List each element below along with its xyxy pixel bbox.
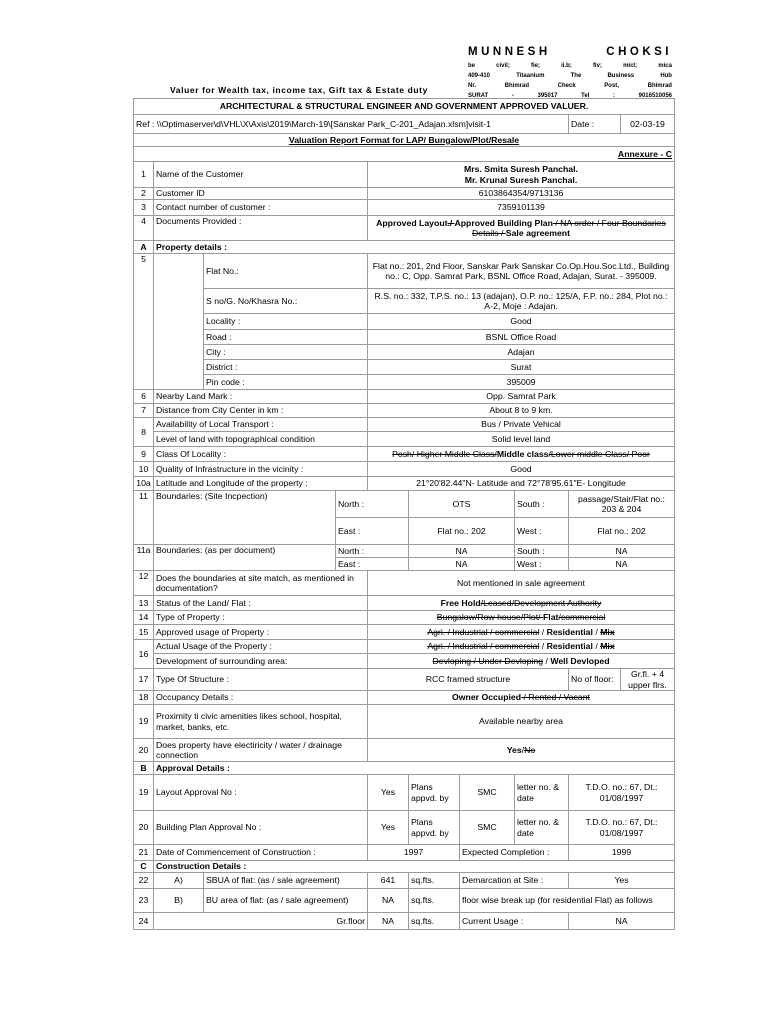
unit-label: sq.fts. (409, 913, 460, 930)
south-value: NA (569, 545, 675, 558)
row-c24 (134, 913, 675, 930)
building-approval-value: T.D.O. no.: 67, Dt.: 01/08/1997 (569, 811, 675, 845)
row-1 (134, 162, 675, 188)
section-title: Property details : (154, 241, 675, 254)
structure-value: RCC framed structure (368, 669, 569, 691)
field-label: Class Of Locality : (154, 447, 368, 462)
field-label: S no/G. No/Khasra No.: (204, 289, 368, 314)
row-number: 6 (134, 390, 154, 404)
field-label: Development of surrounding area: (154, 654, 368, 669)
row-8b (134, 432, 675, 447)
field-label: Actual Usage of the Property : (154, 640, 368, 654)
field-label: Gr.floor (154, 913, 368, 930)
conn-opt: No (524, 744, 536, 755)
row-number: 19 (134, 705, 154, 739)
row-c22 (134, 873, 675, 889)
class-opt: Middle class (496, 448, 549, 459)
row-number: 7 (134, 404, 154, 418)
row-10a (134, 477, 675, 491)
letterhead-address-line-2 (468, 81, 672, 91)
row-number: 3 (134, 200, 154, 216)
field-label: Does property have electiricity / water / drainage connection (154, 739, 368, 762)
current-usage-label: Current Usage : (460, 913, 569, 930)
approval-yes: Yes (368, 775, 409, 811)
usage-opt: / (592, 626, 601, 637)
banner: ARCHITECTURAL & STRUCTURAL ENGINEER AND GOVERNMENT APPROVED VALUER. (134, 99, 675, 115)
occ-opt: Owner Occupied (452, 692, 522, 703)
row-number: 18 (134, 691, 154, 705)
row-number: 1 (134, 162, 154, 188)
row-number: 23 (134, 889, 154, 913)
addr-word: Hub (660, 73, 672, 79)
addr-word: Bhimrad (504, 83, 529, 89)
south-label: South : (515, 545, 569, 558)
west-label: West : (515, 518, 569, 545)
addr-word: Bhimrad (647, 83, 672, 89)
field-label: Flat No.: (204, 254, 368, 289)
row-16a (134, 640, 675, 654)
field-label: Approved usage of Property : (154, 625, 368, 640)
sub-label: B) (154, 889, 204, 913)
west-label: West : (515, 558, 569, 571)
row-number: 10 (134, 462, 154, 477)
field-label: Boundaries: (as per document) (154, 545, 336, 571)
addr-word: 395017 (537, 93, 558, 99)
authority-value: SMC (460, 811, 515, 845)
annexure-label: Annexure - C (134, 147, 675, 162)
plans-label: Plans appvd. by (409, 811, 460, 845)
doc-opt: Approved Layout (376, 217, 448, 228)
qual-item: micl; (623, 63, 638, 69)
east-label: East : (336, 518, 409, 545)
row-5-city (134, 345, 675, 360)
row-14 (134, 611, 675, 625)
title-row (134, 134, 675, 147)
field-label: Type of Property : (154, 611, 368, 625)
east-value: Flat no.: 202 (409, 518, 515, 545)
section-c-row (134, 861, 675, 873)
amenities-value: Available nearby area (368, 705, 675, 739)
east-label: East : (336, 558, 409, 571)
city-value: Adajan (368, 345, 675, 360)
row-b19 (134, 775, 675, 811)
dev-opt: Devloping / Under Devloping (432, 655, 544, 666)
infrastructure-value: Good (368, 462, 675, 477)
customer-names (368, 162, 675, 188)
row-number: 19 (134, 775, 154, 811)
field-label: Does the boundaries at site match, as mentioned in documentation? (154, 571, 368, 596)
qual-item: mica (658, 63, 672, 69)
row-number: 17 (134, 669, 154, 691)
conn-opt: / (521, 744, 525, 755)
banner-row (134, 99, 675, 115)
usage-opt: Mix (600, 641, 615, 652)
field-label: BU area of flat: (as / sale agreement) (204, 889, 368, 913)
flat-no-value: Flat no.: 201, 2nd Floor, Sanskar Park Sanskar Co.Op.Hou.Soc.Ltd., Building no.: C, Opp. Samrat Park, BSNL Office Road, Adajan, Surat. - 395009. (368, 254, 675, 289)
field-label: Locality : (204, 314, 368, 330)
ref-label: Ref : (136, 118, 155, 129)
row-number: 4 (134, 216, 154, 241)
field-label: City : (204, 345, 368, 360)
row-c23 (134, 889, 675, 913)
west-value: Flat no.: 202 (569, 518, 675, 545)
row-number: 11a (134, 545, 154, 571)
floor-breakup-note: floor wise break up (for residential Flat) as follows (460, 889, 675, 913)
row-20 (134, 739, 675, 762)
section-letter: A (134, 241, 154, 254)
north-label: North : (336, 491, 409, 518)
land-status-value (368, 596, 675, 611)
layout-approval-value: T.D.O. no.: 67, Dt.: 01/08/1997 (569, 775, 675, 811)
customer-id-value: 6103864354/9713136 (368, 188, 675, 200)
south-label: South : (515, 491, 569, 518)
class-opt: /Lower middle Class/ Poor (548, 448, 650, 459)
section-b-row (134, 762, 675, 775)
section-letter: B (134, 762, 154, 775)
field-label: Date of Commencement of Construction : (154, 845, 368, 861)
dev-opt: / (543, 655, 551, 666)
district-value: Surat (368, 360, 675, 375)
row-5-sno (134, 289, 675, 314)
addr-word: 409-410 (468, 73, 491, 79)
row-11-north (134, 491, 675, 518)
qual-item: civil; (496, 63, 510, 69)
letterhead-address-line-1 (468, 71, 672, 81)
north-label: North : (336, 545, 409, 558)
row-17 (134, 669, 675, 691)
field-label: Layout Approval No : (154, 775, 368, 811)
approval-yes: Yes (368, 811, 409, 845)
row-b21 (134, 845, 675, 861)
status-opt: /Leased/Development Authority (480, 597, 602, 608)
row-19 (134, 705, 675, 739)
road-value: BSNL Office Road (368, 330, 675, 345)
row-number: 15 (134, 625, 154, 640)
letter-label: letter no. & date (515, 775, 569, 811)
row-10 (134, 462, 675, 477)
row-8a (134, 418, 675, 432)
occupancy-value (368, 691, 675, 705)
field-label: Availability of Local Transport : (154, 418, 368, 432)
section-letter: C (134, 861, 154, 873)
addr-word: - (511, 93, 514, 99)
row-5-pin (134, 375, 675, 390)
contact-value: 7359101139 (368, 200, 675, 216)
field-label: Road : (204, 330, 368, 345)
customer-name-1: Mrs. Smita Suresh Panchal. (464, 164, 578, 174)
usage-opt: Mix (600, 626, 615, 637)
date-value: 02-03-19 (621, 115, 675, 134)
field-label: Documents Provided : (154, 216, 368, 241)
addr-word: Business (607, 73, 635, 79)
doc-opt: ./ (447, 217, 455, 228)
qual-item: fiv; (592, 63, 602, 69)
conn-opt: Yes (506, 744, 522, 755)
addr-word: Titaanium (516, 73, 545, 79)
row-number: 24 (134, 913, 154, 930)
demarcation-value: Yes (569, 873, 675, 889)
row-number: 22 (134, 873, 154, 889)
field-label: Pin code : (204, 375, 368, 390)
west-value: NA (569, 558, 675, 571)
row-5-road (134, 330, 675, 345)
property-type-value (368, 611, 675, 625)
gr-floor-value: NA (368, 913, 409, 930)
field-label: Quality of Infrastructure in the vicinity : (154, 462, 368, 477)
usage-opt: Residential (546, 626, 593, 637)
letterhead-first-name: MUNNESH (468, 46, 551, 58)
floor-value: Gr.fl. + 4 upper flrs. (621, 669, 675, 691)
report-title: Valuation Report Format for LAP/ Bungalow/Plot/Resale (134, 134, 675, 147)
addr-word: : (613, 93, 615, 99)
row-2 (134, 188, 675, 200)
row-b20 (134, 811, 675, 845)
pin-value: 395009 (368, 375, 675, 390)
floor-label: No of floor: (569, 669, 621, 691)
row-13 (134, 596, 675, 611)
field-label: Occupancy Details : (154, 691, 368, 705)
expected-completion-value: 1999 (569, 845, 675, 861)
usage-opt: / (539, 626, 547, 637)
addr-word: Nr. (468, 83, 477, 89)
date-label: Date : (569, 115, 621, 134)
ref-row (134, 115, 675, 134)
row-number: 16 (134, 640, 154, 669)
field-label: Contact number of customer : (154, 200, 368, 216)
field-label: SBUA of flat: (as / sale agreement) (204, 873, 368, 889)
row-11a-north (134, 545, 675, 558)
unit-label: sq.fts. (409, 889, 460, 913)
approved-usage-value (368, 625, 675, 640)
row-number: 21 (134, 845, 154, 861)
row-number: 20 (134, 811, 154, 845)
row-6 (134, 390, 675, 404)
south-value: passage/Stair/Flat no.: 203 & 204 (569, 491, 675, 518)
east-value: NA (409, 558, 515, 571)
survey-no-value: R.S. no.: 332, T.P.S. no.: 13 (adajan), O.P. no.: 125/A, F.P. no.: 284, Plot no.: A-2, Moje : Adajan. (368, 289, 675, 314)
section-a-row (134, 241, 675, 254)
field-label: Boundaries: (Site Incpection) (154, 491, 336, 545)
section-title: Approval Details : (154, 762, 675, 775)
row-18 (134, 691, 675, 705)
distance-value: About 8 to 9 km. (368, 404, 675, 418)
field-label: Level of land with topographical condition (154, 432, 368, 447)
north-value: NA (409, 545, 515, 558)
locality-class-value (368, 447, 675, 462)
authority-value: SMC (460, 775, 515, 811)
land-level-value: Solid level land (368, 432, 675, 447)
sbua-value: 641 (368, 873, 409, 889)
usage-opt: Residential (546, 641, 593, 652)
field-label: Customer ID (154, 188, 368, 200)
row-number: 12 (134, 571, 154, 596)
addr-word: Check (557, 83, 576, 89)
field-label: District : (204, 360, 368, 375)
usage-opt: / (592, 641, 601, 652)
addr-word: The (570, 73, 582, 79)
demarcation-label: Demarcation at Site : (460, 873, 569, 889)
expected-completion-label: Expected Completion : (462, 847, 550, 858)
row-number: 8 (134, 418, 154, 447)
landmark-value: Opp. Samrat Park (368, 390, 675, 404)
row-15 (134, 625, 675, 640)
usage-opt: / (539, 641, 547, 652)
row-number: 5 (134, 254, 154, 390)
field-label: Latitude and Longitude of the property : (154, 477, 368, 491)
type-opt: /commercial (558, 612, 606, 623)
row-5-district (134, 360, 675, 375)
addr-word: Post, (604, 83, 619, 89)
north-value: OTS (409, 491, 515, 518)
row-9 (134, 447, 675, 462)
annexure-row (134, 147, 675, 162)
field-label: Distance from City Center in km : (154, 404, 368, 418)
current-usage-value: NA (569, 913, 675, 930)
bu-area-value: NA (368, 889, 409, 913)
lat-long-value: 21°20'82.44"N- Latitude and 72°78'95.61"E- Longitude (368, 477, 675, 491)
plans-label: Plans appvd. by (409, 775, 460, 811)
blank-cell (154, 254, 204, 390)
field-label: Proximity ti civic amenities likes school, hospital, market, banks, etc. (154, 705, 368, 739)
sub-label: A) (154, 873, 204, 889)
row-number: 10a (134, 477, 154, 491)
locality-value: Good (368, 314, 675, 330)
type-opt: Flat (542, 612, 559, 623)
type-opt: Bungalow/Row house/Plot/ (436, 612, 543, 623)
row-number: 9 (134, 447, 154, 462)
development-value (368, 654, 675, 669)
letterhead-name (468, 46, 672, 58)
addr-word: Tel (581, 93, 590, 99)
row-5-locality (134, 314, 675, 330)
letterhead-address (468, 61, 672, 101)
row-3 (134, 200, 675, 216)
unit-label: sq.fts. (409, 873, 460, 889)
row-5-flat (134, 254, 675, 289)
ref-path: \\Optimaserver\d\VHL\X\Axis\2019\March-19\[Sanskar Park_C-201_Adajan.xlsm]visit-1 (156, 118, 491, 129)
valuer-line: Valuer for Wealth tax, income tax, Gift tax & Estate duty (170, 85, 428, 95)
connection-value (368, 739, 675, 762)
row-16b (134, 654, 675, 669)
dev-opt: Well Devloped (550, 655, 610, 666)
qual-item: ii.b; (561, 63, 572, 69)
field-label: Name of the Customer (154, 162, 368, 188)
field-label: Nearby Land Mark : (154, 390, 368, 404)
row-number: 11 (134, 491, 154, 545)
field-label: Status of the Land/ Flat : (154, 596, 368, 611)
addr-word: 9016510056 (638, 93, 672, 99)
occ-opt: / Rented / Vacant (521, 692, 590, 703)
row-4 (134, 216, 675, 241)
ref-cell (134, 115, 569, 134)
doc-opt: Approved Building Plan (454, 217, 553, 228)
row-number: 14 (134, 611, 154, 625)
qual-item: fie; (530, 63, 540, 69)
documents-value (368, 216, 675, 241)
transport-value: Bus / Private Vehical (368, 418, 675, 432)
doc-opt: / NA order / Four Boundaries Details / (471, 217, 666, 238)
addr-word: SURAT (468, 93, 489, 99)
row-7 (134, 404, 675, 418)
customer-name-2: Mr. Krunal Suresh Panchal. (464, 174, 578, 185)
doc-opt: Sale agreement (505, 228, 571, 238)
letterhead-last-name: CHOKSI (606, 46, 672, 58)
section-title: Construction Details : (154, 861, 675, 873)
usage-opt: Agri. / Industrial / commercial (427, 641, 540, 652)
actual-usage-value (368, 640, 675, 654)
valuation-report-table (133, 98, 675, 930)
qual-item: be (468, 63, 476, 69)
class-opt: Posh/ Higher Middle Class/ (392, 448, 497, 459)
row-number: 20 (134, 739, 154, 762)
commencement-value: 1997 (368, 845, 460, 861)
status-opt: Free Hold (440, 597, 481, 608)
usage-opt: Agri. / Industrial / commercial (427, 626, 540, 637)
row-number: 2 (134, 188, 154, 200)
letterhead-qualifications (468, 61, 672, 71)
row-12 (134, 571, 675, 596)
field-label: Type Of Structure : (154, 669, 368, 691)
field-label: Building Plan Approval No : (154, 811, 368, 845)
row-number: 13 (134, 596, 154, 611)
boundary-match-value: Not mentioned in sale agreement (368, 571, 675, 596)
letter-label: letter no. & date (515, 811, 569, 845)
